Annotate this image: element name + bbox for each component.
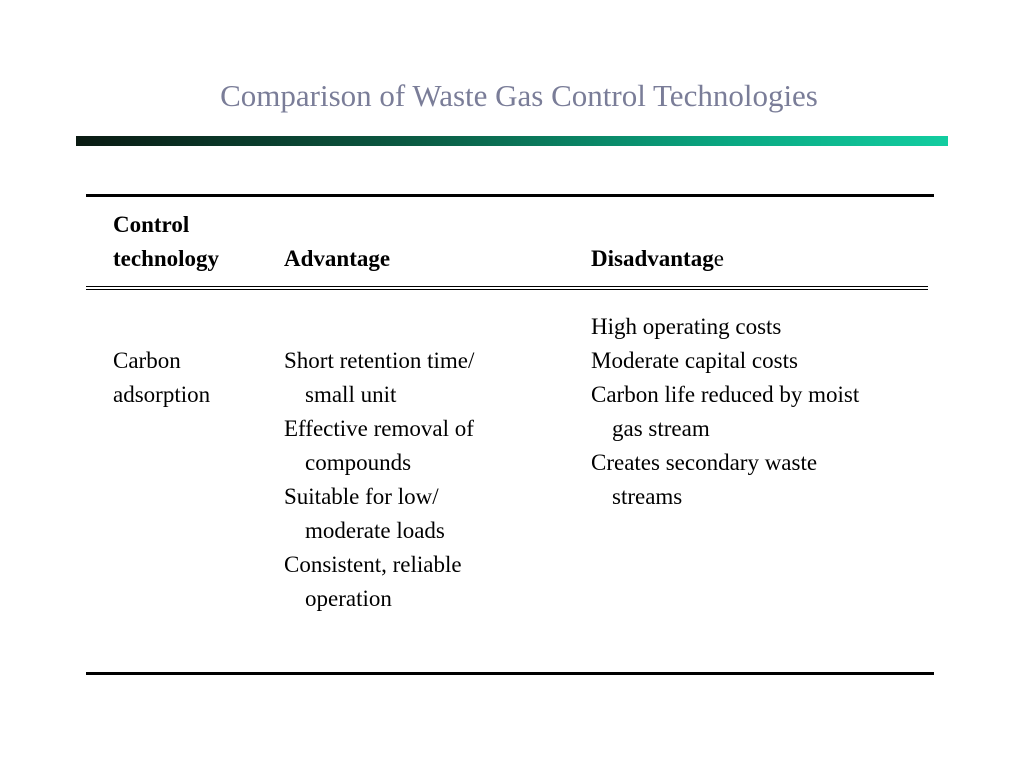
technology-line2: adsorption bbox=[113, 382, 211, 407]
disadvantage-item: High operating costs bbox=[591, 314, 782, 339]
cell-technology bbox=[113, 310, 210, 412]
slide-title: Comparison of Waste Gas Control Technologies bbox=[220, 78, 818, 113]
header-advantage-label: Advantage bbox=[284, 246, 391, 271]
advantage-item-continuation: small unit bbox=[305, 382, 397, 407]
table-top-rule bbox=[86, 194, 934, 197]
advantage-item-continuation: moderate loads bbox=[305, 518, 445, 543]
disadvantage-item: Creates secondary waste bbox=[591, 450, 818, 475]
title-underline-bar bbox=[76, 136, 948, 146]
advantage-item-continuation: operation bbox=[305, 586, 392, 611]
header-disadvantage-label: Disadvantag bbox=[591, 246, 714, 271]
technology-line1: Carbon bbox=[113, 348, 181, 373]
disadvantage-item: Carbon life reduced by moist bbox=[591, 382, 860, 407]
advantage-item: Suitable for low/ bbox=[284, 484, 439, 509]
advantage-item: Effective removal of bbox=[284, 416, 474, 441]
disadvantage-item: Moderate capital costs bbox=[591, 348, 798, 373]
cell-advantages bbox=[284, 310, 474, 616]
advantage-item: Consistent, reliable bbox=[284, 552, 462, 577]
header-double-rule bbox=[86, 286, 928, 290]
disadvantage-item-continuation: gas stream bbox=[612, 416, 710, 441]
header-control-technology-line2: technology bbox=[113, 246, 220, 271]
header-control-technology bbox=[113, 208, 219, 276]
cell-disadvantages bbox=[591, 310, 859, 514]
advantage-item: Short retention time/ bbox=[284, 348, 475, 373]
header-disadvantage bbox=[591, 208, 724, 276]
advantage-item-continuation: compounds bbox=[305, 450, 412, 475]
header-advantage bbox=[284, 208, 390, 276]
table-bottom-rule bbox=[86, 672, 934, 675]
disadvantage-item-continuation: streams bbox=[612, 484, 683, 509]
header-control-technology-line1: Control bbox=[113, 212, 190, 237]
header-disadvantage-tail: e bbox=[713, 246, 724, 271]
